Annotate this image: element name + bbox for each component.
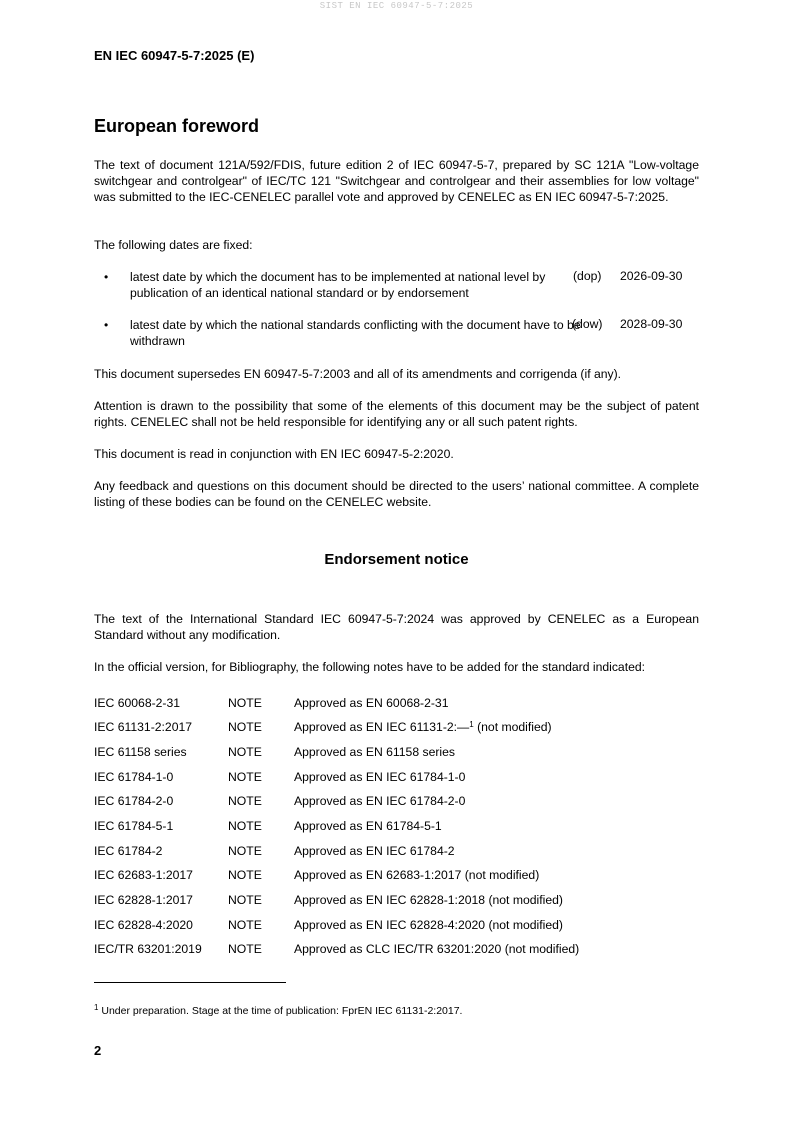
feedback-paragraph: Any feedback and questions on this document should be directed to the users’ national committee. A complete listing of these bodies can be found on the CENELEC website.: [94, 479, 699, 509]
approval-text: Approved as EN IEC 61131-2:—$^1$ (not modified): [294, 720, 552, 734]
bullet: •: [104, 270, 109, 284]
foreword-paragraph: The text of document 121A/592/FDIS, future edition 2 of IEC 60947-5-7, prepared by SC 121A "Low-voltage switchgear and controlgear" of IEC/TC 121 "Switchgear and controlgear and their assemblies for low voltage" was submitted to the IEC-CENELEC parallel vote and approved by CENELEC as EN IEC 60947-5-7:2025.: [94, 158, 699, 204]
standard-ref: IEC 61784-5-1: [94, 819, 174, 833]
standard-ref: IEC 61131-2:2017: [94, 720, 193, 734]
standard-ref: IEC 61784-2: [94, 844, 163, 858]
document-id: EN IEC 60947-5-7:2025 (E): [94, 48, 255, 63]
standard-ref: IEC/TR 63201:2019: [94, 942, 202, 956]
note-label: NOTE: [228, 720, 262, 734]
dates-intro: The following dates are fixed:: [94, 238, 253, 252]
approval-text: Approved as EN 62683-1:2017 (not modified): [294, 868, 540, 882]
note-label: NOTE: [228, 819, 262, 833]
note-label: NOTE: [228, 794, 262, 808]
approval-text: Approved as EN IEC 62828-1:2018 (not modified): [294, 893, 563, 907]
note-label: NOTE: [228, 868, 262, 882]
bullet: •: [104, 318, 109, 332]
dow-description: latest date by which the national standards conflicting with the document have to be withdrawn: [130, 318, 581, 348]
approval-text: Approved as EN 60068-2-31: [294, 696, 449, 710]
dop-date: 2026-09-30: [620, 269, 683, 283]
footnote-text: Under preparation. Stage at the time of publication: FprEN IEC 61131-2:2017.: [98, 1005, 463, 1017]
footnote-mark: 1: [94, 1003, 99, 1012]
note-label: NOTE: [228, 942, 262, 956]
standard-ref: IEC 62828-1:2017: [94, 893, 193, 907]
endorsement-paragraph: The text of the International Standard IEC 60947-5-7:2024 was approved by CENELEC as a European Standard without any modification.: [94, 612, 699, 642]
dop-description: latest date by which the document has to be implemented at national level by publication of an identical national standard or by endorsement: [130, 270, 546, 300]
standard-ref: IEC 61784-2-0: [94, 794, 174, 808]
note-label: NOTE: [228, 745, 262, 759]
supersedes-paragraph: This document supersedes EN 60947-5-7:2003 and all of its amendments and corrigenda (if any).: [94, 367, 622, 381]
conjunction-paragraph: This document is read in conjunction with EN IEC 60947-5-2:2020.: [94, 447, 454, 461]
note-label: NOTE: [228, 844, 262, 858]
footnote-divider: [94, 982, 286, 983]
dow-date: 2028-09-30: [620, 317, 683, 331]
standard-ref: IEC 62828-4:2020: [94, 918, 193, 932]
endorsement-title: Endorsement notice: [324, 551, 469, 568]
note-label: NOTE: [228, 696, 262, 710]
footnote-ref: 1: [469, 720, 474, 729]
footnote: [94, 1005, 462, 1017]
note-label: NOTE: [228, 918, 262, 932]
dow-code: (dow): [572, 317, 603, 331]
standard-ref: IEC 61784-1-0: [94, 770, 174, 784]
standard-ref: IEC 62683-1:2017: [94, 868, 193, 882]
foreword-title: European foreword: [94, 116, 260, 136]
approval-text: Approved as EN 61158 series: [294, 745, 456, 759]
patent-paragraph: Attention is drawn to the possibility that some of the elements of this document may be the subject of patent rights. CENELEC shall not be held responsible for identifying any or all such patent rights.: [94, 399, 699, 429]
approval-text: Approved as CLC IEC/TR 63201:2020 (not modified): [294, 942, 580, 956]
page-number: 2: [94, 1043, 102, 1058]
approval-text: Approved as EN 61784-5-1: [294, 819, 442, 833]
note-label: NOTE: [228, 770, 262, 784]
approval-text: Approved as EN IEC 61784-2: [294, 844, 455, 858]
approval-text: Approved as EN IEC 62828-4:2020 (not modified): [294, 918, 563, 932]
standard-ref: IEC 60068-2-31: [94, 696, 181, 710]
bibliography-intro: In the official version, for Bibliography, the following notes have to be added for the standard indicated:: [94, 660, 646, 674]
dop-code: (dop): [573, 269, 602, 283]
watermark: SIST EN IEC 60947-5-7:2025: [319, 1, 474, 11]
standard-ref: IEC 61158 series: [94, 745, 187, 759]
note-label: NOTE: [228, 893, 262, 907]
approval-text: Approved as EN IEC 61784-1-0: [294, 770, 466, 784]
approval-text: Approved as EN IEC 61784-2-0: [294, 794, 466, 808]
